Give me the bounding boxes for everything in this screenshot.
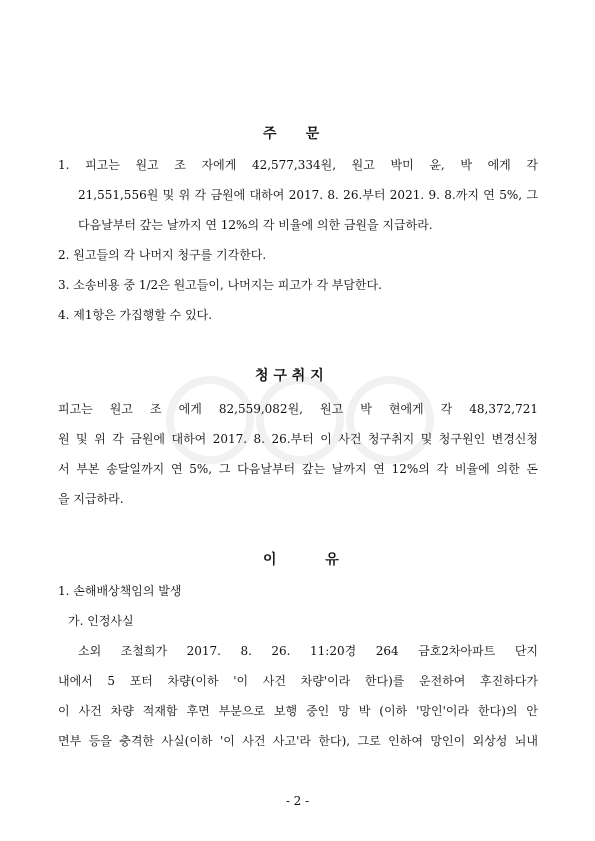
order-item-4: 4. 제1항은 가집행할 수 있다. [58, 308, 213, 322]
reason-heading: 이 유 [263, 552, 339, 568]
order-item-1: 1. 피고는 원고 조 자에게 42,577,334원, 원고 박미 윤, 박 에게 각 [58, 158, 538, 172]
reason-line-1: 소외 조철희가 2017. 8. 26. 11:20경 264 금호2차아파트 단지 [78, 644, 538, 658]
order-heading: 주 문 [263, 126, 320, 142]
order-item-1-cont: 21,551,556원 및 위 각 금원에 대하여 2017. 8. 26.부터 2021. 9. 8.까지 연 5%, 그 [78, 188, 538, 202]
reason-subheading-2: 가. 인정사실 [68, 614, 134, 628]
claim-line-1: 피고는 원고 조 에게 82,559,082원, 원고 박 현에게 각 48,372,721 [58, 402, 538, 416]
order-item-2: 2. 원고들의 각 나머지 청구를 기각한다. [58, 248, 267, 262]
reason-line-2: 내에서 5 포터 차량(이하 '이 사건 차량'이라 한다)를 운전하여 후진하다가 [58, 674, 538, 688]
claim-heading: 청 구 취 지 [255, 368, 324, 384]
reason-line-3: 이 사건 차량 적재함 후면 부분으로 보행 중인 망 박 (이하 '망인'이라 한다)의 안 [58, 704, 538, 718]
order-item-1-cont2: 다음날부터 갚는 날까지 연 12%의 각 비율에 의한 금원을 지급하라. [78, 218, 433, 232]
order-item-3: 3. 소송비용 중 1/2은 원고들이, 나머지는 피고가 각 부담한다. [58, 278, 382, 292]
reason-line-4: 면부 등을 충격한 사실(이하 '이 사건 사고'라 한다), 그로 인하여 망인이 외상성 뇌내 [58, 734, 538, 748]
page-number: - 2 - [285, 794, 310, 808]
claim-line-2: 원 및 위 각 금원에 대하여 2017. 8. 26.부터 이 사건 청구취지 및 청구원인 변경신청 [58, 432, 538, 446]
claim-line-4: 을 지급하라. [58, 492, 124, 506]
reason-subheading-1: 1. 손해배상책임의 발생 [58, 584, 182, 598]
claim-line-3: 서 부본 송달일까지 연 5%, 그 다음날부터 갚는 날까지 연 12%의 각 비율에 의한 돈 [58, 462, 538, 476]
